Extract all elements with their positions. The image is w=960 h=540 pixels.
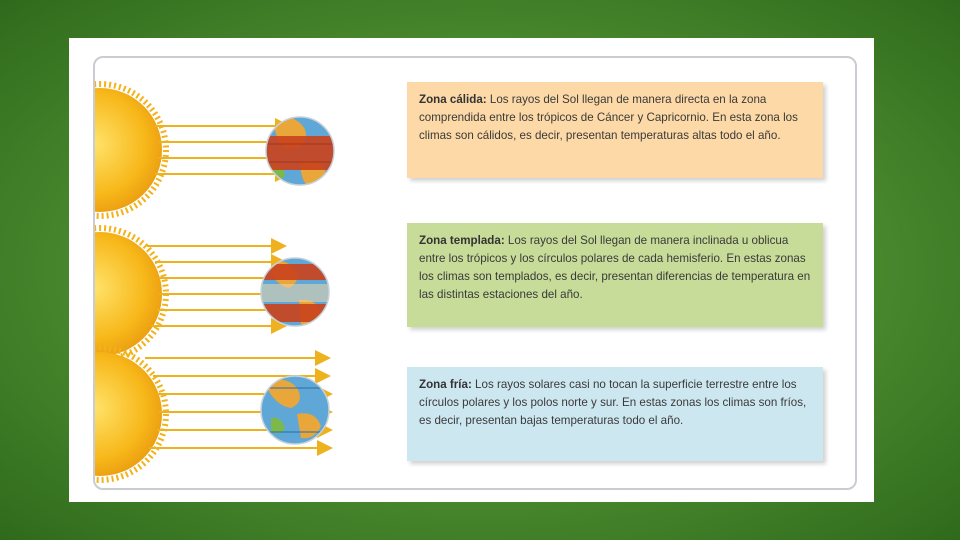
earth-cold-zone-icon xyxy=(261,376,329,444)
cold-zone-text: Los rayos solares casi no tocan la superficie terrestre entre los círculos polares y los polos norte y sur. En estas zonas los climas son fríos, es decir, presentan bajas temperaturas todo el año. xyxy=(419,378,807,427)
earth-warm-zone-icon xyxy=(263,117,339,190)
warm-zone-box xyxy=(407,82,823,178)
sun-icon xyxy=(95,228,166,360)
diagram-panel xyxy=(93,56,857,490)
earth-temperate-zone-icon xyxy=(257,258,333,326)
cold-zone-box xyxy=(407,367,823,461)
warm-zone-title: Zona cálida: xyxy=(419,93,490,106)
sun-icon xyxy=(95,348,166,480)
warm-zone-text: Los rayos del Sol llegan de manera directa en la zona comprendida entre los trópicos de Cáncer y Capricornio. En esta zona los climas son cálidos, es decir, presentan temperaturas altas todo el año. xyxy=(419,93,798,142)
sun-earth-illustration xyxy=(95,58,415,488)
temperate-zone-title: Zona templada: xyxy=(419,234,508,247)
temperate-zone-text: Los rayos del Sol llegan de manera inclinada u oblicua entre los trópicos y los círculos polares de cada hemisferio. En estas zonas los climas son templados, es decir, presentan diferencias de temperatura en las distintas estaciones del año. xyxy=(419,234,811,301)
sun-icon xyxy=(95,84,166,216)
slide-frame xyxy=(69,38,874,502)
temperate-zone-box xyxy=(407,223,823,327)
cold-zone-title: Zona fría: xyxy=(419,378,476,391)
